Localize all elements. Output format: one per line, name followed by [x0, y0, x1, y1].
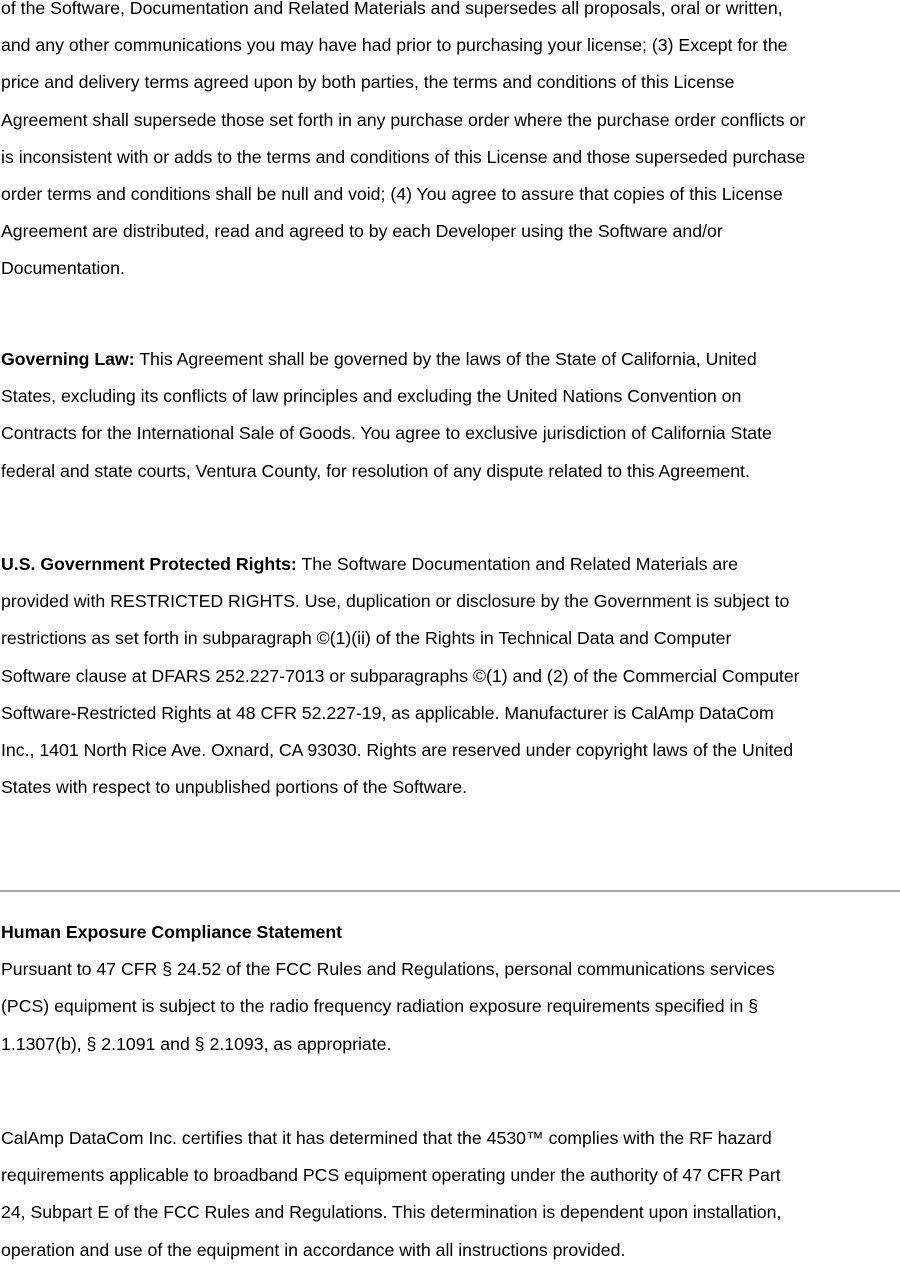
paragraph-line: requirements applicable to broadband PCS equipment operating under the authority of 47 CFR Part [1, 1165, 781, 1186]
government-rights-heading: U.S. Government Protected Rights: [1, 554, 297, 574]
certification-paragraph [1, 1120, 900, 1269]
paragraph-line: CalAmp DataCom Inc. certifies that it has determined that the 4530™ complies with the RF hazard [1, 1128, 772, 1148]
paragraph-line: States with respect to unpublished portions of the Software. [1, 777, 468, 798]
paragraph-line: Software-Restricted Rights at 48 CFR 52.227-19, as applicable. Manufacturer is CalAmp DataCom [1, 702, 774, 723]
paragraph-line: and any other communications you may have had prior to purchasing your license; (3) Except for the [1, 35, 788, 56]
human-exposure-heading: Human Exposure Compliance Statement [1, 922, 343, 942]
paragraph-line: price and delivery terms agreed upon by both parties, the terms and conditions of this License [1, 72, 735, 93]
government-rights-section [1, 546, 900, 806]
paragraph-line: Software clause at DFARS 252.227-7013 or subparagraphs ©(1) and (2) of the Commercial Computer [1, 665, 800, 686]
paragraph-line: federal and state courts, Ventura County, for resolution of any dispute related to this Agreement. [1, 460, 750, 481]
governing-law-intro: This Agreement shall be governed by the laws of the State of California, United [134, 349, 757, 369]
paragraph-line: Documentation. [1, 258, 125, 279]
government-rights-intro: The Software Documentation and Related Materials are [296, 554, 738, 574]
paragraph-line: operation and use of the equipment in accordance with all instructions provided. [1, 1239, 626, 1260]
paragraph-line: Pursuant to 47 CFR § 24.52 of the FCC Rules and Regulations, personal communications services [1, 959, 775, 980]
paragraph-line: Agreement shall supersede those set forth in any purchase order where the purchase order conflicts or [1, 109, 806, 130]
paragraph-line: 1.1307(b), § 2.1091 and § 2.1093, as appropriate. [1, 1033, 392, 1054]
paragraph-line: States, excluding its conflicts of law principles and excluding the United Nations Convention on [1, 386, 742, 407]
paragraph-line: of the Software, Documentation and Related Materials and supersedes all proposals, oral or written, [1, 0, 783, 18]
license-continuation-paragraph [1, 0, 900, 288]
paragraph-line: provided with RESTRICTED RIGHTS. Use, duplication or disclosure by the Government is subject to [1, 591, 790, 612]
paragraph-line: (PCS) equipment is subject to the radio frequency radiation exposure requirements specified in § [1, 996, 759, 1017]
governing-law-heading: Governing Law: [1, 349, 135, 369]
paragraph-line: Inc., 1401 North Rice Ave. Oxnard, CA 93030. Rights are reserved under copyright laws of the United [1, 739, 794, 760]
paragraph-line: 24, Subpart E of the FCC Rules and Regulations. This determination is dependent upon installation, [1, 1202, 782, 1223]
government-rights-first-line [1, 546, 900, 583]
paragraph-line: Agreement are distributed, read and agreed to by each Developer using the Software and/or [1, 221, 723, 242]
paragraph-line: order terms and conditions shall be null and void; (4) You agree to assure that copies of this License [1, 183, 783, 204]
governing-law-section [1, 341, 900, 490]
paragraph-line: restrictions as set forth in subparagraph ©(1)(ii) of the Rights in Technical Data and Computer [1, 628, 732, 649]
section-divider [0, 890, 900, 892]
governing-law-first-line [1, 341, 900, 378]
paragraph-line: Contracts for the International Sale of Goods. You agree to exclusive jurisdiction of California State [1, 423, 772, 444]
paragraph-line: is inconsistent with or adds to the terms and conditions of this License and those superseded purchase [1, 146, 806, 167]
human-exposure-section [1, 914, 900, 1063]
